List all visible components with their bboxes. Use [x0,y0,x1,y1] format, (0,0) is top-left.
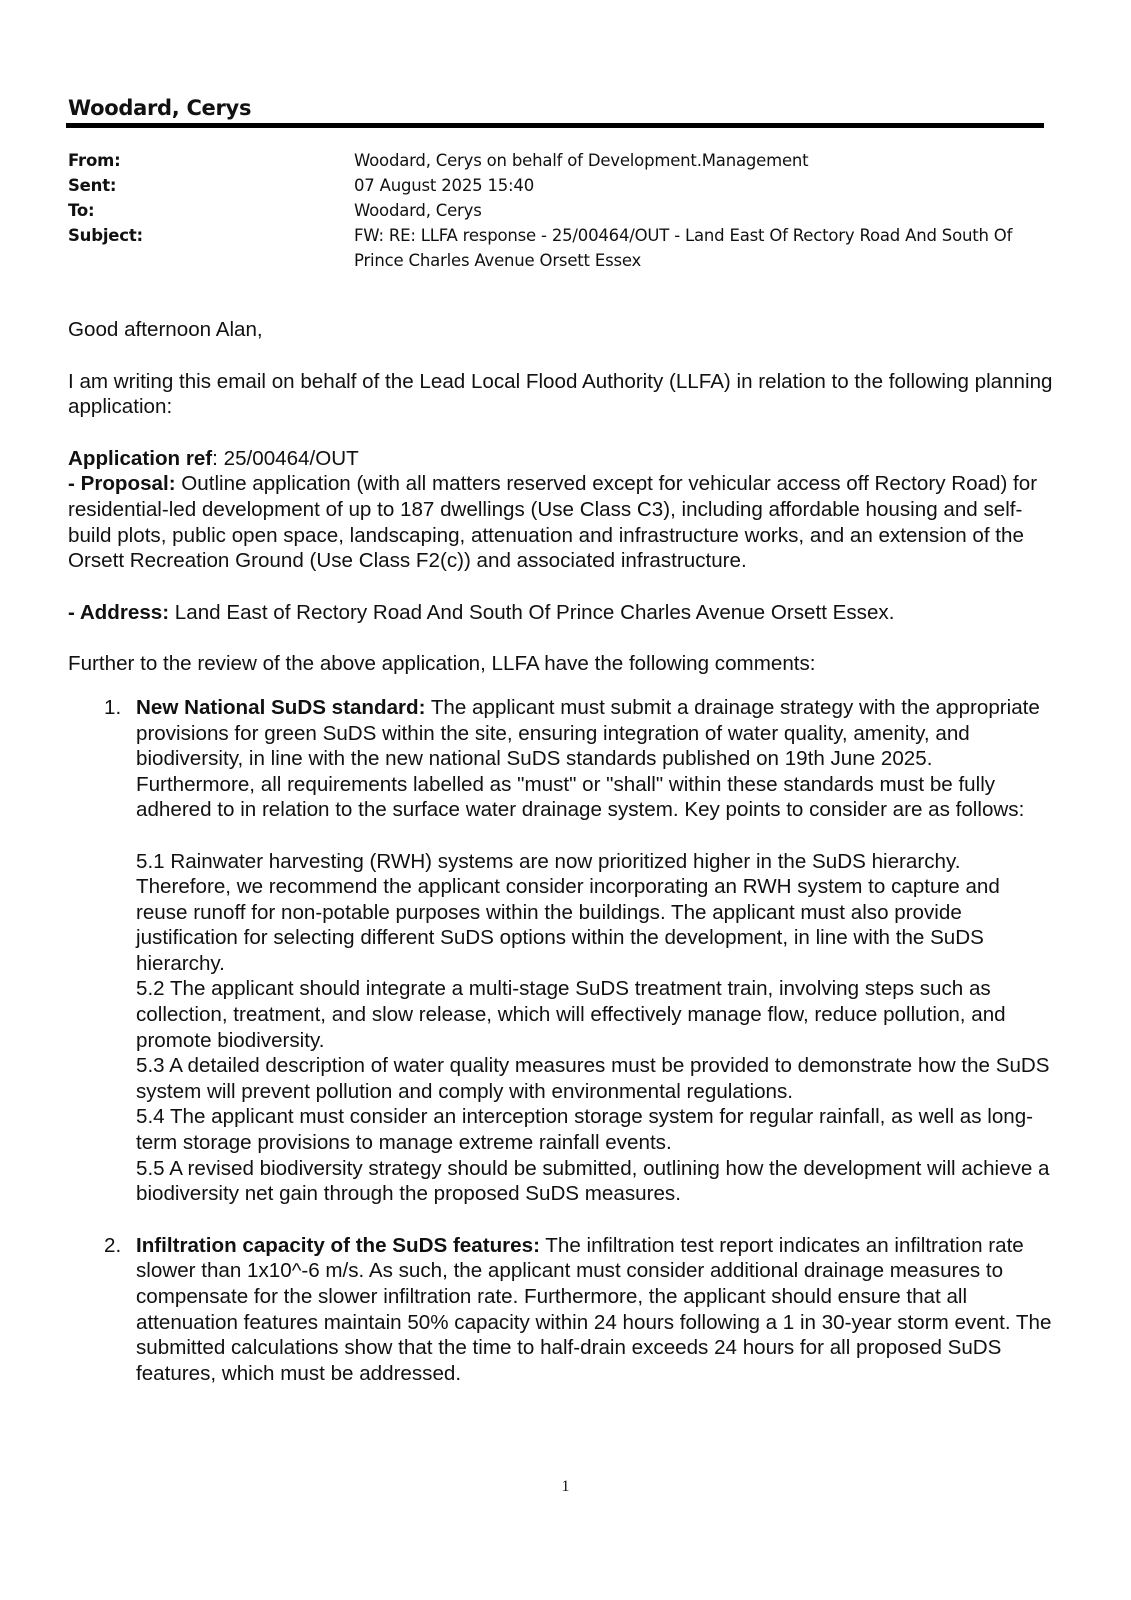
email-body [68,317,1053,1386]
header-value-from: Woodard, Cerys on behalf of Development.Management [354,151,809,170]
comments-list [68,695,1053,1386]
header-value-subject: FW: RE: LLFA response - 25/00464/OUT - Land East Of Rectory Road And South Of Prince Charles Avenue Orsett Essex [354,226,1013,270]
list-item-content [136,695,1053,823]
sub-point: 5.1 Rainwater harvesting (RWH) systems are now prioritized higher in the SuDS hierarchy. Therefore, we recommend the applicant consider incorporating an RWH system to capture and reuse runoff for non-potable purposes within the buildings. The applicant must also provide justification for selecting different SuDS options within the development, in line with the SuDS hierarchy. [136,849,1000,975]
sub-points [136,849,1053,1207]
application-ref-value: : 25/00464/OUT [212,446,359,470]
page-number: 1 [561,1478,570,1495]
address-text: Land East of Rectory Road And South Of Prince Charles Avenue Orsett Essex. [169,600,895,624]
proposal [68,471,1053,573]
email-sender-title: Woodard, Cerys [68,96,252,120]
list-item-heading: Infiltration capacity of the SuDS features: [136,1233,540,1257]
address-label: - Address: [68,600,170,624]
list-item-number: 2. [104,1233,122,1257]
header-row-sent [68,173,1048,198]
list-item-content [136,1233,1053,1387]
review-intro: Further to the review of the above application, LLFA have the following comments: [68,652,816,676]
greeting: Good afternoon Alan, [68,318,263,341]
proposal-text: Outline application (with all matters reserved except for vehicular access off Rectory Road) for residential-led development of up to 187 dwellings (Use Class C3), including affordable housing and self-build plots, public open space, landscaping, attenuation and infrastructure works, and an extension of the Orsett Recreation Ground (Use Class F2(c)) and associated infrastructure. [68,472,1038,573]
address [68,600,1053,626]
email-header [68,148,1048,273]
list-item-text: The infiltration test report indicates an infiltration rate slower than 1x10^-6 m/s. As such, the applicant must consider additional drainage measures to compensate for the slower infiltration rate. Furthermore, the applicant should ensure that all attenuation features maintain 50% capacity within 24 hours following a 1 in 30-year storm event. The submitted calculations show that the time to half-drain exceeds 24 hours for all proposed SuDS features, which must be addressed. [136,1233,1052,1385]
proposal-label: - Proposal: [68,472,176,496]
header-row-from [68,148,1048,173]
sub-point: 5.2 The applicant should integrate a multi-stage SuDS treatment train, involving steps such as collection, treatment, and slow release, which will effectively manage flow, reduce pollution, and promote biodiversity. [136,977,1006,1052]
list-item [68,1233,1053,1387]
list-item [68,695,1053,1207]
sub-point: 5.5 A revised biodiversity strategy should be submitted, outlining how the development will achieve a biodiversity net gain through the proposed SuDS measures. [136,1156,1050,1206]
header-label: From: [68,151,121,170]
header-label: Subject: [68,226,143,245]
header-row-subject [68,223,1048,273]
list-item-heading: New National SuDS standard: [136,695,426,719]
header-value-to: Woodard, Cerys [354,201,482,220]
header-label: To: [68,201,95,220]
application-ref-label: Application ref [68,446,213,470]
header-row-to [68,198,1048,223]
header-label: Sent: [68,176,117,195]
list-item-text: The applicant must submit a drainage strategy with the appropriate provisions for green SuDS within the site, ensuring integration of water quality, amenity, and biodiversity, in line with the new national SuDS standards published on 19th June 2025. Furthermore, all requirements labelled as "must" or "shall" within these standards must be fully adhered to in relation to the surface water drainage system. Key points to consider are as follows: [136,695,1040,822]
sub-point: 5.3 A detailed description of water quality measures must be provided to demonstrate how the SuDS system will prevent pollution and comply with environmental regulations. [136,1054,1050,1103]
intro-paragraph: I am writing this email on behalf of the Lead Local Flood Authority (LLFA) in relation to the following planning application: [68,369,1053,419]
header-value-sent: 07 August 2025 15:40 [354,176,535,195]
title-divider [66,123,1044,128]
sub-point: 5.4 The applicant must consider an interception storage system for regular rainfall, as well as long-term storage provisions to manage extreme rainfall events. [136,1105,1034,1155]
application-ref [68,446,1053,472]
list-item-number: 1. [104,695,122,719]
